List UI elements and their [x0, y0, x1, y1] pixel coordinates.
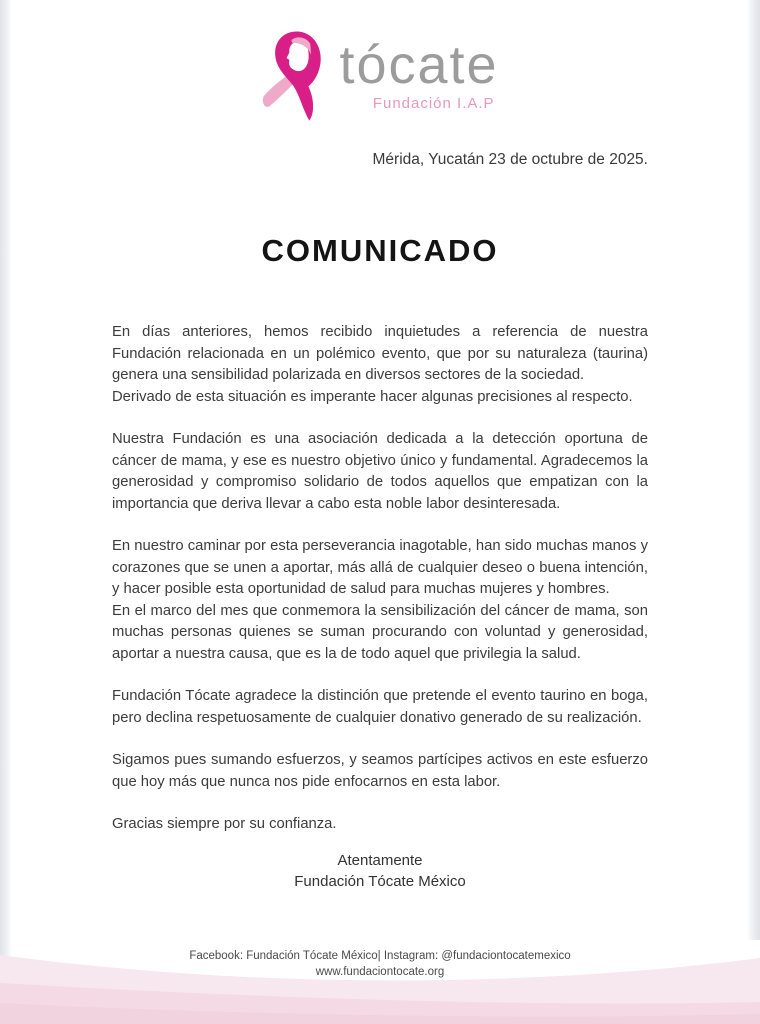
- document-title: COMUNICADO: [261, 233, 499, 268]
- paragraph: Derivado de esta situación es imperante hacer algunas precisiones al respecto.: [112, 388, 633, 405]
- paragraph: Sigamos pues sumando esfuerzos, y seamos partícipes activos en este esfuerzo que hoy más que nunca nos pide enfocarnos en esta labor.: [112, 752, 648, 790]
- paragraph: En el marco del mes que conmemora la sensibilización del cáncer de mama, son muchas personas quienes se suman procurando con voluntad y generosidad, aportar a nuestra causa, que es la de todo aquel que privilegia la salud.: [112, 602, 648, 662]
- scan-edge-left: [0, 0, 12, 960]
- paragraph: Fundación Tócate agradece la distinción que pretende el evento taurino en boga, pero declina respetuosamente de cualquier donativo generado de su realización.: [112, 688, 648, 726]
- signature-block: [112, 850, 648, 893]
- paragraph: En días anteriores, hemos recibido inquietudes a referencia de nuestra Fundación relacionada en un polémico evento, que por su naturaleza (taurina) genera una sensibilidad polarizada en diversos sectores de la sociedad.: [112, 324, 648, 383]
- pink-ribbon-icon: [261, 28, 333, 126]
- letter-footer: [0, 948, 760, 980]
- signature-organization: Fundación Tócate México: [294, 873, 466, 890]
- paragraph: Nuestra Fundación es una asociación dedicada a la detección oportuna de cáncer de mama, y ese es nuestro objetivo único y fundamental. Agradecemos la generosidad y compromiso solidario de todos aquellos que empatizan con la importancia que deriva llevar a cabo esta noble labor desinteresada.: [112, 431, 648, 512]
- date-line: Mérida, Yucatán 23 de octubre de 2025.: [372, 151, 648, 168]
- logo-subtitle: Fundación I.A.P: [372, 95, 495, 112]
- letter-content: [112, 150, 648, 893]
- footer-website: www.fundaciontocate.org: [315, 966, 445, 978]
- logo-wordmark: tócate: [339, 35, 499, 95]
- signature-closing: Atentamente: [337, 851, 423, 869]
- scan-edge-right: [747, 0, 760, 940]
- letter-body: [112, 322, 648, 836]
- paragraph: Gracias siempre por su confianza.: [112, 816, 337, 832]
- paragraph: En nuestro caminar por esta perseverancia inagotable, han sido muchas manos y corazones que se unen a aportar, más allá de cualquier deseo o buena intención, y hacer posible esta oportunidad de salud para muchas mujeres y hombres.: [112, 538, 648, 597]
- logo-text: [339, 28, 498, 112]
- footer-social-line: Facebook: Fundación Tócate México| Instagram: @fundaciontocatemexico: [189, 950, 571, 962]
- logo: [0, 0, 760, 126]
